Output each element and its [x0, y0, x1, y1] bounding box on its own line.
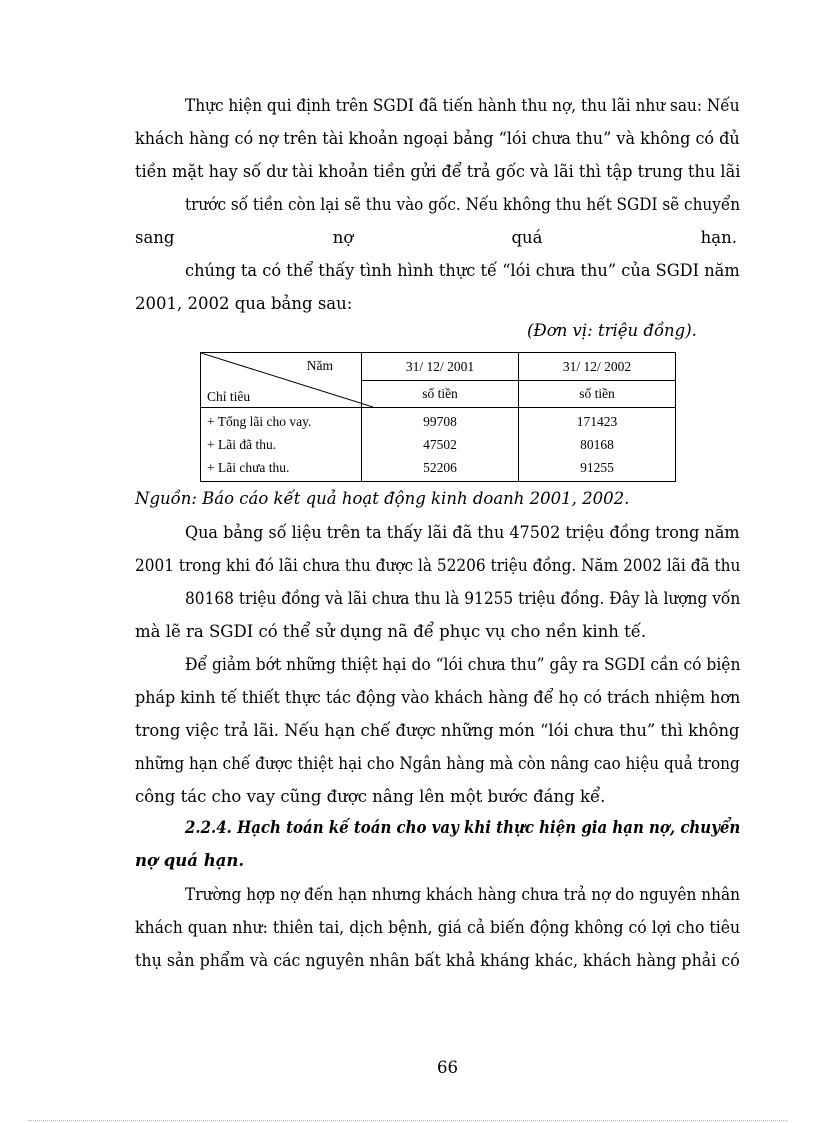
paragraph-line: khách hàng có nợ trên tài khoản ngoại bảng “lói chưa thu” và không có đủ: [135, 129, 740, 148]
paragraph-line: trước số tiền còn lại sẽ thu vào gốc. Nếu không thu hết SGDI sẽ chuyển: [185, 195, 741, 214]
paragraph-line: pháp kinh tế thiết thực tác động vào khách hàng để họ có trách nhiệm hơn: [135, 688, 741, 707]
table-values-2002: [519, 408, 676, 482]
cell-value: 52206: [423, 460, 457, 475]
paragraph-line: trong việc trả lãi. Nếu hạn chế được những món “lói chưa thu” thì không: [135, 721, 740, 740]
paragraph-line: chúng ta có thể thấy tình hình thực tế “lói chưa thu” của SGDI năm: [185, 261, 740, 280]
sub-header-2002: số tiền: [519, 381, 676, 408]
paragraph-line: những hạn chế được thiệt hại cho Ngân hàng mà còn nâng cao hiệu quả trong: [135, 754, 740, 773]
table-values-2001: [362, 408, 519, 482]
col-header-2001: 31/ 12/ 2001: [362, 353, 519, 381]
row-label: + Lãi đã thu.: [207, 437, 277, 452]
sub-header-2001: số tiền: [362, 381, 519, 408]
interest-table: [200, 352, 676, 482]
table-corner-cell: [201, 353, 362, 408]
paragraph-line: 80168 triệu đồng và lãi chưa thu là 91255 triệu đồng. Đây là lượng vốn: [185, 589, 741, 608]
cell-value: 47502: [423, 437, 457, 452]
paragraph-line-justified: [135, 227, 737, 249]
cell-value: 171423: [576, 414, 618, 429]
cell-value: 91255: [580, 460, 614, 475]
cell-value: 99708: [423, 414, 457, 429]
paragraph-line: mà lẽ ra SGDI có thể sử dụng nã để phục vụ cho nền kinh tế.: [135, 622, 647, 641]
row-label: + Tổng lãi cho vay.: [207, 414, 312, 429]
word: nợ: [332, 228, 354, 247]
page-number: 66: [437, 1058, 458, 1077]
paragraph-line: thụ sản phẩm và các nguyên nhân bất khả kháng khác, khách hàng phải có: [135, 951, 740, 970]
corner-indicator-label: Chỉ tiêu: [207, 389, 251, 404]
corner-year-label: Năm: [306, 358, 333, 373]
paragraph-line: 2001 trong khi đó lãi chưa thu được là 52206 triệu đồng. Năm 2002 lãi đã thu: [135, 556, 741, 575]
paragraph-line: tiền mặt hay số dư tài khoản tiền gửi để trả gốc và lãi thì tập trung thu lãi: [135, 162, 741, 181]
row-label: + Lãi chưa thu.: [207, 460, 290, 475]
word: hạn.: [700, 228, 737, 247]
col-header-2002: 31/ 12/ 2002: [519, 353, 676, 381]
paragraph-line: Thực hiện qui định trên SGDI đã tiến hành thu nợ, thu lãi như sau: Nếu: [185, 96, 740, 115]
paragraph-line: Trường hợp nợ đến hạn nhưng khách hàng chưa trả nợ do nguyên nhân: [185, 885, 740, 904]
footer-divider: [28, 1120, 788, 1121]
word: quá: [511, 228, 543, 247]
section-heading: 2.2.4. Hạch toán kế toán cho vay khi thực hiện gia hạn nợ, chuyển: [185, 818, 741, 837]
table-unit-note: (Đơn vị: triệu đồng).: [527, 321, 697, 340]
paragraph-line: Để giảm bớt những thiệt hại do “lói chưa thu” gây ra SGDI cần có biện: [185, 655, 741, 674]
paragraph-line: 2001, 2002 qua bảng sau:: [135, 294, 353, 313]
word: sang: [135, 228, 175, 247]
section-heading-cont: nợ quá hạn.: [135, 851, 245, 870]
paragraph-line: khách quan như: thiên tai, dịch bệnh, giá cả biến động không có lợi cho tiêu: [135, 918, 741, 937]
table-source-note: Nguồn: Báo cáo kết quả hoạt động kinh doanh 2001, 2002.: [135, 489, 630, 508]
paragraph-line: Qua bảng số liệu trên ta thấy lãi đã thu 47502 triệu đồng trong năm: [185, 523, 740, 542]
cell-value: 80168: [580, 437, 614, 452]
paragraph-line: công tác cho vay cũng được nâng lên một bước đáng kể.: [135, 787, 606, 806]
table-row-labels: [201, 408, 362, 482]
